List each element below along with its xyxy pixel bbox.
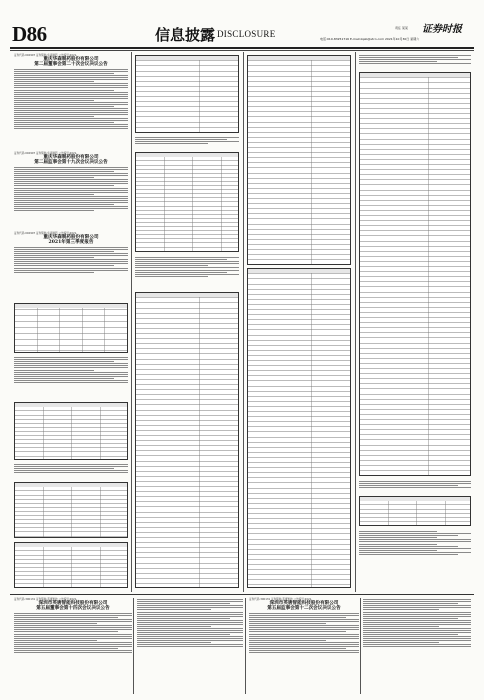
data-table: [14, 482, 128, 538]
section-rule: [10, 594, 474, 595]
announcement-company: 深圳市英唐智能科技股份有限公司: [269, 601, 339, 606]
stock-code-line: 证券代码:002907 证券简称:华森制药 公告编号:2021-: [14, 232, 78, 235]
announcement-company: 重庆华森制药股份有限公司: [43, 57, 99, 62]
financial-table: [135, 55, 239, 133]
announcement-body: [14, 356, 128, 384]
contact-line: 电话:010-83251716 E-mail:zqsb@stcn.com 2021年10月30日 星期六: [320, 37, 420, 41]
stock-code-line: 证券代码:002907 证券简称:华森制药 公告编号:2021-: [14, 54, 78, 57]
announcement-title: 第二届监事会第十九次会议决议公告: [34, 160, 108, 166]
announcement-title: 第五届监事会第十二次会议决议公告: [267, 606, 341, 612]
financial-table: [247, 55, 351, 265]
announcement-block: [14, 152, 128, 212]
data-table: [14, 402, 128, 460]
newspaper-logo: 证券时报: [422, 24, 462, 35]
announcement-body: [359, 530, 471, 556]
announcement-title: 第二届董事会第二十次会议决议公告: [34, 62, 108, 68]
announcement-company: 重庆华森制药股份有限公司: [43, 235, 99, 240]
header-rule-thin: [10, 50, 474, 51]
announcement-title: 第五届董事会第十四次会议决议公告: [36, 606, 110, 612]
header-rule: [10, 47, 474, 49]
column-divider: [360, 598, 361, 694]
financial-table: [135, 292, 239, 588]
announcement-body: [14, 167, 128, 211]
announcement-block: [14, 232, 128, 274]
column-divider: [133, 598, 134, 694]
data-table: [14, 303, 128, 353]
page-header: [10, 20, 474, 46]
announcement-body: [135, 136, 239, 145]
announcement-title: 2021年第三季度报告: [48, 240, 94, 246]
announcement-body: [249, 613, 359, 653]
announcement-body: [359, 480, 471, 489]
financial-table: [135, 152, 239, 252]
column-divider: [131, 52, 132, 592]
announcement-body: [14, 69, 128, 129]
announcement-company: 重庆华森制药股份有限公司: [43, 155, 99, 160]
announcement-body: [14, 613, 132, 653]
data-table: [359, 496, 471, 526]
section-title: 信息披露: [155, 26, 216, 44]
announcement-body: [14, 463, 128, 474]
announcement-body: [359, 54, 471, 65]
page-number: D86: [12, 22, 47, 46]
section-title-en: DISCLOSURE: [217, 29, 276, 39]
stock-code-line: 证券代码:300131 证券简称:英唐智控 公告编号:2021-: [14, 598, 78, 601]
financial-table: [359, 72, 471, 476]
announcement-block: [14, 54, 128, 130]
financial-table: [247, 268, 351, 588]
announcement-body: [135, 256, 239, 278]
stock-code-line: 证券代码:002907 证券简称:华森制药 公告编号:2021-: [14, 152, 78, 155]
column-divider: [245, 598, 246, 694]
announcement-company: 深圳市英唐智能科技股份有限公司: [38, 601, 108, 606]
data-table: [14, 542, 128, 588]
column-divider: [355, 52, 356, 592]
editor-line: 责任 某某: [395, 26, 408, 30]
column-divider: [243, 52, 244, 592]
announcement-body: [363, 598, 471, 648]
announcement-block: [249, 598, 359, 654]
announcement-block: [14, 598, 132, 654]
announcement-body: [14, 247, 128, 272]
announcement-body: [137, 598, 243, 648]
stock-code-line: 证券代码:300131 证券简称:英唐智控 公告编号:2021-: [249, 598, 313, 601]
